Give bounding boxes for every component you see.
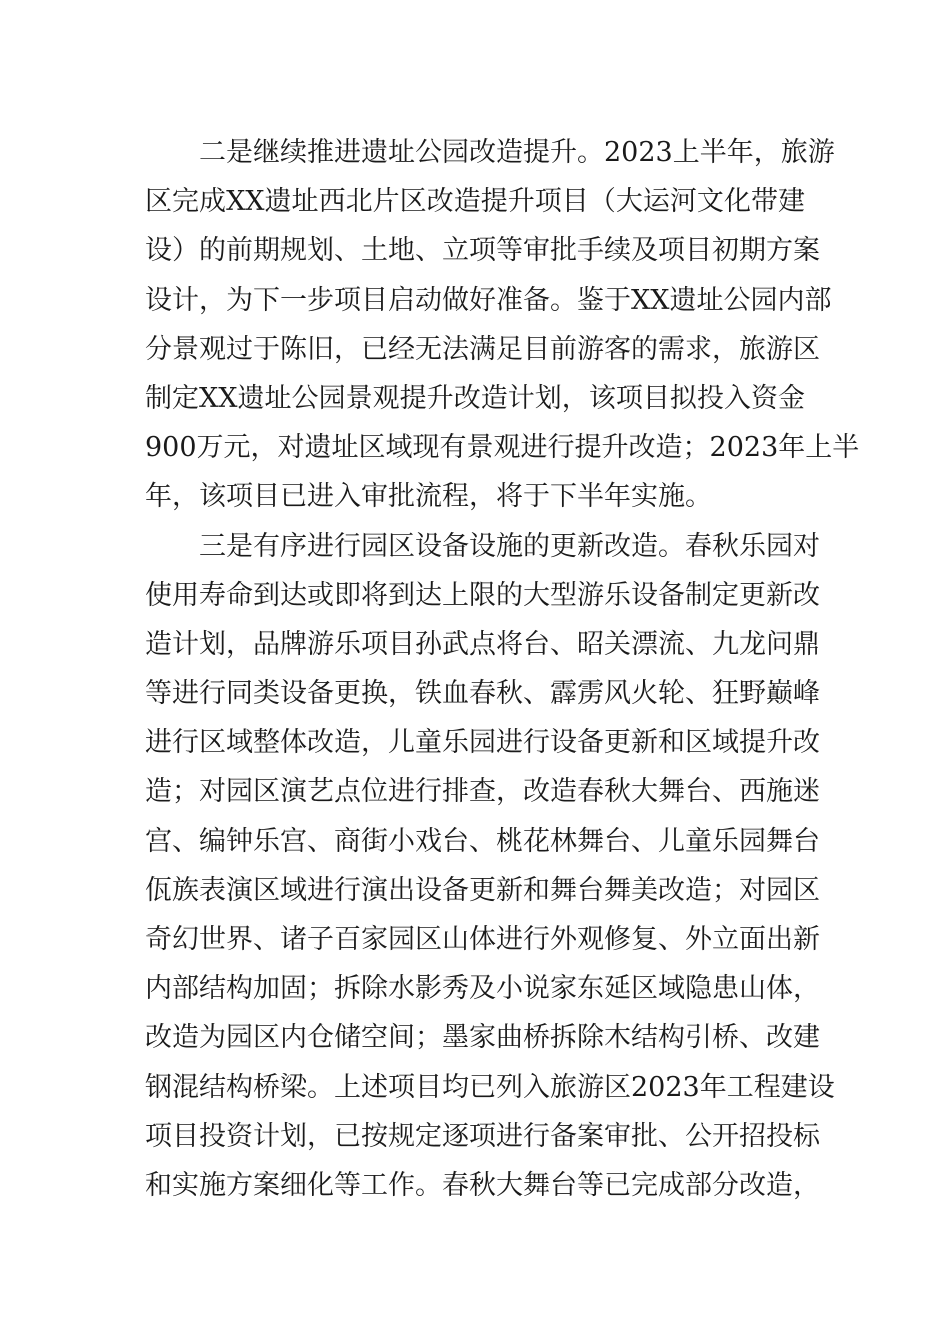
paragraph-2 bbox=[145, 522, 835, 1211]
text-line: 900万元，对遗址区域现有景观进行提升改造；2023年上半 bbox=[145, 432, 860, 464]
text-line: 钢混结构桥梁。上述项目均已列入旅游区2023年工程建设 bbox=[145, 1071, 835, 1103]
text-line: 年，该项目已进入审批流程，将于下半年实施。 bbox=[145, 481, 712, 513]
text-line: 宫、编钟乐宫、商街小戏台、桃花林舞台、儿童乐园舞台 bbox=[145, 825, 820, 857]
text-line: 进行区域整体改造，儿童乐园进行设备更新和区域提升改 bbox=[145, 727, 820, 759]
text-line: 二是继续推进遗址公园改造提升。2023上半年，旅游 bbox=[199, 137, 835, 168]
text-line: 分景观过于陈旧，已经无法满足目前游客的需求，旅游区 bbox=[145, 333, 820, 365]
text-line: 使用寿命到达或即将到达上限的大型游乐设备制定更新改 bbox=[145, 579, 820, 611]
text-line: 改造为园区内仓储空间；墨家曲桥拆除木结构引桥、改建 bbox=[145, 1022, 820, 1054]
text-line: 造计划，品牌游乐项目孙武点将台、昭关漂流、九龙问鼎 bbox=[145, 628, 820, 660]
document-body bbox=[145, 128, 860, 1210]
text-line: 项目投资计划，已按规定逐项进行备案审批、公开招投标 bbox=[145, 1120, 820, 1152]
paragraph-1 bbox=[145, 128, 860, 522]
text-line: 制定XX遗址公园景观提升改造计划，该项目拟投入资金 bbox=[145, 382, 805, 414]
text-line: 和实施方案细化等工作。春秋大舞台等已完成部分改造， bbox=[145, 1169, 820, 1201]
text-line: 造；对园区演艺点位进行排查，改造春秋大舞台、西施迷 bbox=[145, 776, 820, 808]
text-line: 设）的前期规划、土地、立项等审批手续及项目初期方案 bbox=[145, 235, 820, 267]
text-line: 奇幻世界、诸子百家园区山体进行外观修复、外立面出新 bbox=[145, 924, 820, 955]
text-line: 设计，为下一步项目启动做好准备。鉴于XX遗址公园内部 bbox=[145, 284, 832, 316]
text-line: 三是有序进行园区设备设施的更新改造。春秋乐园对 bbox=[199, 530, 820, 562]
text-line: 佤族表演区域进行演出设备更新和舞台舞美改造；对园区 bbox=[145, 874, 820, 906]
text-line: 内部结构加固；拆除水影秀及小说家东延区域隐患山体， bbox=[145, 973, 820, 1005]
text-line: 等进行同类设备更换，铁血春秋、霹雳风火轮、狂野巅峰 bbox=[145, 678, 820, 710]
text-line: 区完成XX遗址西北片区改造提升项目（大运河文化带建 bbox=[145, 186, 805, 218]
